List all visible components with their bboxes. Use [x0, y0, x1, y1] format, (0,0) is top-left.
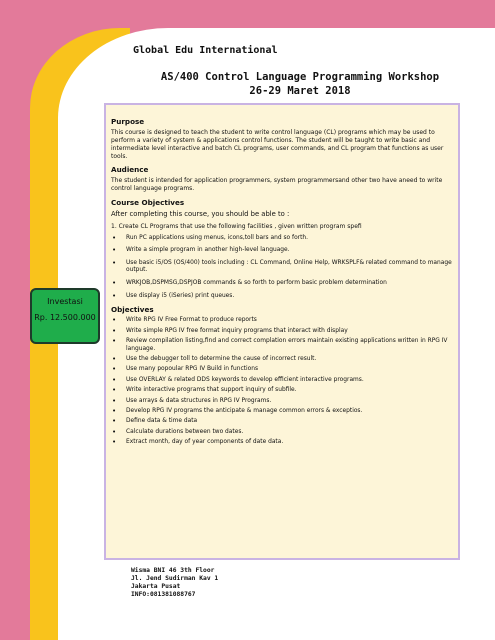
list-item: • Write RPG IV Free Format to produce reports — [111, 317, 452, 325]
content-box — [104, 103, 460, 560]
course-objectives-intro: 1. Create CL Programs that use the following facilities , given written program spefi — [111, 222, 362, 230]
list-item: • Run PC applications using menus, icons,toll bars and so forth. — [111, 235, 452, 243]
address-line: Jakarta Pusat — [131, 583, 181, 591]
list-item: • Extract month, day of year components of date data. — [111, 439, 452, 447]
organization-name: Global Edu International — [133, 45, 278, 56]
list-item: • WRKJOB,DSPMSG,DSPJOB commands & so forth to perform basic problem determination — [111, 280, 452, 288]
course-objectives-heading: Course Objectives — [111, 197, 185, 207]
list-item: • Use basic i5/OS (OS/400) tools including : CL Command, Online Help, WRKSPLF& related command to manage output. — [111, 260, 452, 275]
workshop-title: AS/400 Control Language Programming Workshop — [160, 71, 440, 83]
list-item: • Write interactive programs that support inquiry of subfile. — [111, 387, 452, 395]
workshop-dates: 26-29 Maret 2018 — [249, 85, 351, 97]
course-objectives-list — [111, 235, 452, 301]
list-item: • Calculate durations between two dates. — [111, 429, 452, 437]
purpose-text: This course is designed to teach the student to write control language (CL) programs which may be used to perform a variety of system & applications control functions. The student will be taught to write basic and intermediate level interactive and batch CL programs, user commands, and CL program that functions as user tools. — [111, 129, 444, 161]
course-objectives-subheading: After completing this course, you should be able to : — [111, 209, 290, 218]
list-item: • Use display i5 (iSeries) print queues. — [111, 293, 452, 301]
list-item: • Review compilation listing,find and correct complation errors maintain existing applications written in RPG IV language. — [111, 338, 452, 353]
list-item: • Use many popoular RPG IV Build in functions — [111, 366, 452, 374]
contact-footer — [131, 567, 218, 599]
contact-info: INFO:081381088767 — [131, 591, 196, 599]
list-item: • Use arrays & data structures in RPG IV Programs. — [111, 398, 452, 406]
list-item: • Use OVERLAY & related DDS keywords to develop efficient interactive programs. — [111, 377, 452, 385]
investment-label: Investasi — [47, 297, 83, 306]
investment-badge — [30, 288, 100, 344]
address-line: Wisma BNI 46 3th Floor — [131, 567, 215, 574]
list-item: • Use the debugger toll to determine the cause of incorrect result. — [111, 356, 452, 364]
address-line: Jl. Jend Sudirman Kav 1 — [131, 575, 219, 583]
list-item: • Write a simple program in another high-level language. — [111, 247, 452, 255]
page-title — [105, 70, 495, 98]
list-item: • Write simple RPG IV free format inquiry programs that interact with display — [111, 328, 452, 336]
objectives-list — [111, 317, 452, 446]
investment-price: Rp. 12.500.000 — [34, 313, 96, 322]
audience-heading: Audience — [111, 165, 149, 175]
list-item: • Define data & time data — [111, 418, 452, 426]
list-item: • Develop RPG IV programs the anticipate & manage common errors & exceptios. — [111, 408, 452, 416]
purpose-heading: Purpose — [111, 117, 145, 126]
objectives-heading: Objectives — [111, 305, 154, 315]
audience-text: The student is intended for application programmers, system programmersand other two have aneed to write control language programs. — [111, 177, 443, 193]
